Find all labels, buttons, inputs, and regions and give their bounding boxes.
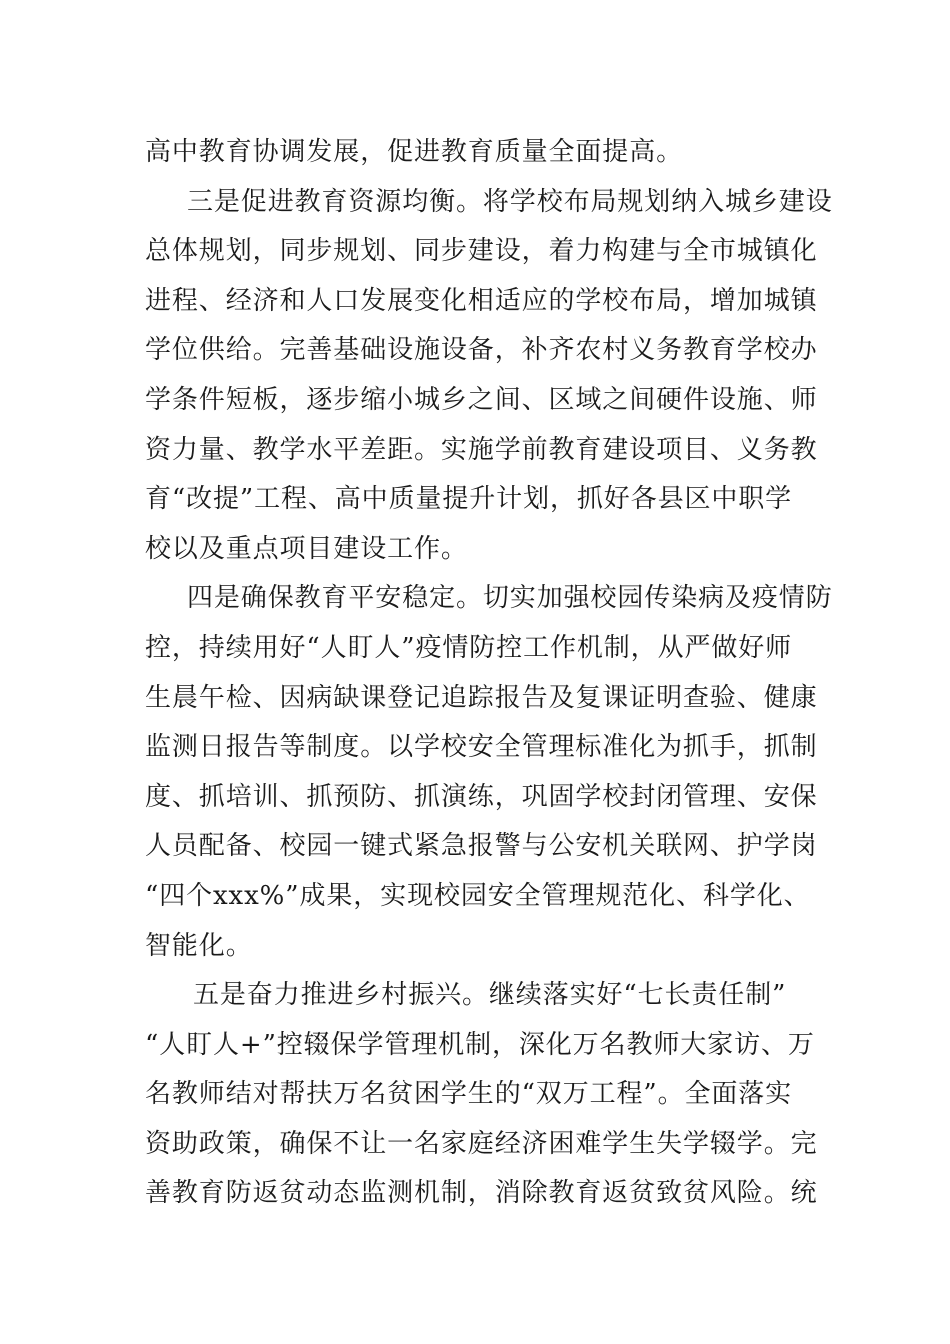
paragraph-start-line: 四是确保教育平安稳定。切实加强校园传染病及疫情防 bbox=[187, 583, 833, 614]
text-line: 学位供给。完善基础设施设备，补齐农村义务教育学校办 bbox=[145, 335, 818, 366]
text-line: 智能化。 bbox=[145, 930, 253, 961]
text-line: 善教育防返贫动态监测机制，消除教育返贫致贫风险。统 bbox=[145, 1178, 818, 1209]
text-line: 校以及重点项目建设工作。 bbox=[145, 533, 468, 564]
text-line: “四个xxx%”成果，实现校园安全管理规范化、科学化、 bbox=[145, 880, 811, 911]
text-line: 资力量、教学水平差距。实施学前教育建设项目、义务教 bbox=[145, 434, 818, 465]
text-line: 人员配备、校园一键式紧急报警与公安机关联网、护学岗 bbox=[145, 831, 818, 862]
text-line: 育“改提”工程、高中质量提升计划，抓好各县区中职学 bbox=[145, 484, 793, 515]
text-line: 学条件短板，逐步缩小城乡之间、区域之间硬件设施、师 bbox=[145, 384, 818, 415]
text-line: 高中教育协调发展，促进教育质量全面提高。 bbox=[145, 137, 684, 167]
text-line: 监测日报告等制度。以学校安全管理标准化为抓手，抓制 bbox=[145, 732, 818, 763]
text-line: 控，持续用好“人盯人”疫情防控工作机制，从严做好师 bbox=[145, 632, 793, 663]
paragraph-start-line: 五是奋力推进乡村振兴。继续落实好“七长责任制” bbox=[193, 980, 787, 1011]
text-line: 进程、经济和人口发展变化相适应的学校布局，增加城镇 bbox=[145, 285, 818, 316]
text-line: 资助政策，确保不让一名家庭经济困难学生失学辍学。完 bbox=[145, 1128, 818, 1159]
text-line: 名教师结对帮扶万名贫困学生的“双万工程”。全面落实 bbox=[145, 1079, 793, 1110]
text-line: 生晨午检、因病缺课登记追踪报告及复课证明查验、健康 bbox=[145, 682, 818, 713]
paragraph-start-line: 三是促进教育资源均衡。将学校布局规划纳入城乡建设 bbox=[187, 186, 833, 217]
text-line: 总体规划，同步规划、同步建设，着力构建与全市城镇化 bbox=[145, 236, 818, 267]
document-body bbox=[145, 128, 833, 1219]
text-line: 度、抓培训、抓预防、抓演练，巩固学校封闭管理、安保 bbox=[145, 781, 818, 812]
text-line: “人盯人+”控辍保学管理机制，深化万名教师大家访、万 bbox=[145, 1029, 815, 1060]
